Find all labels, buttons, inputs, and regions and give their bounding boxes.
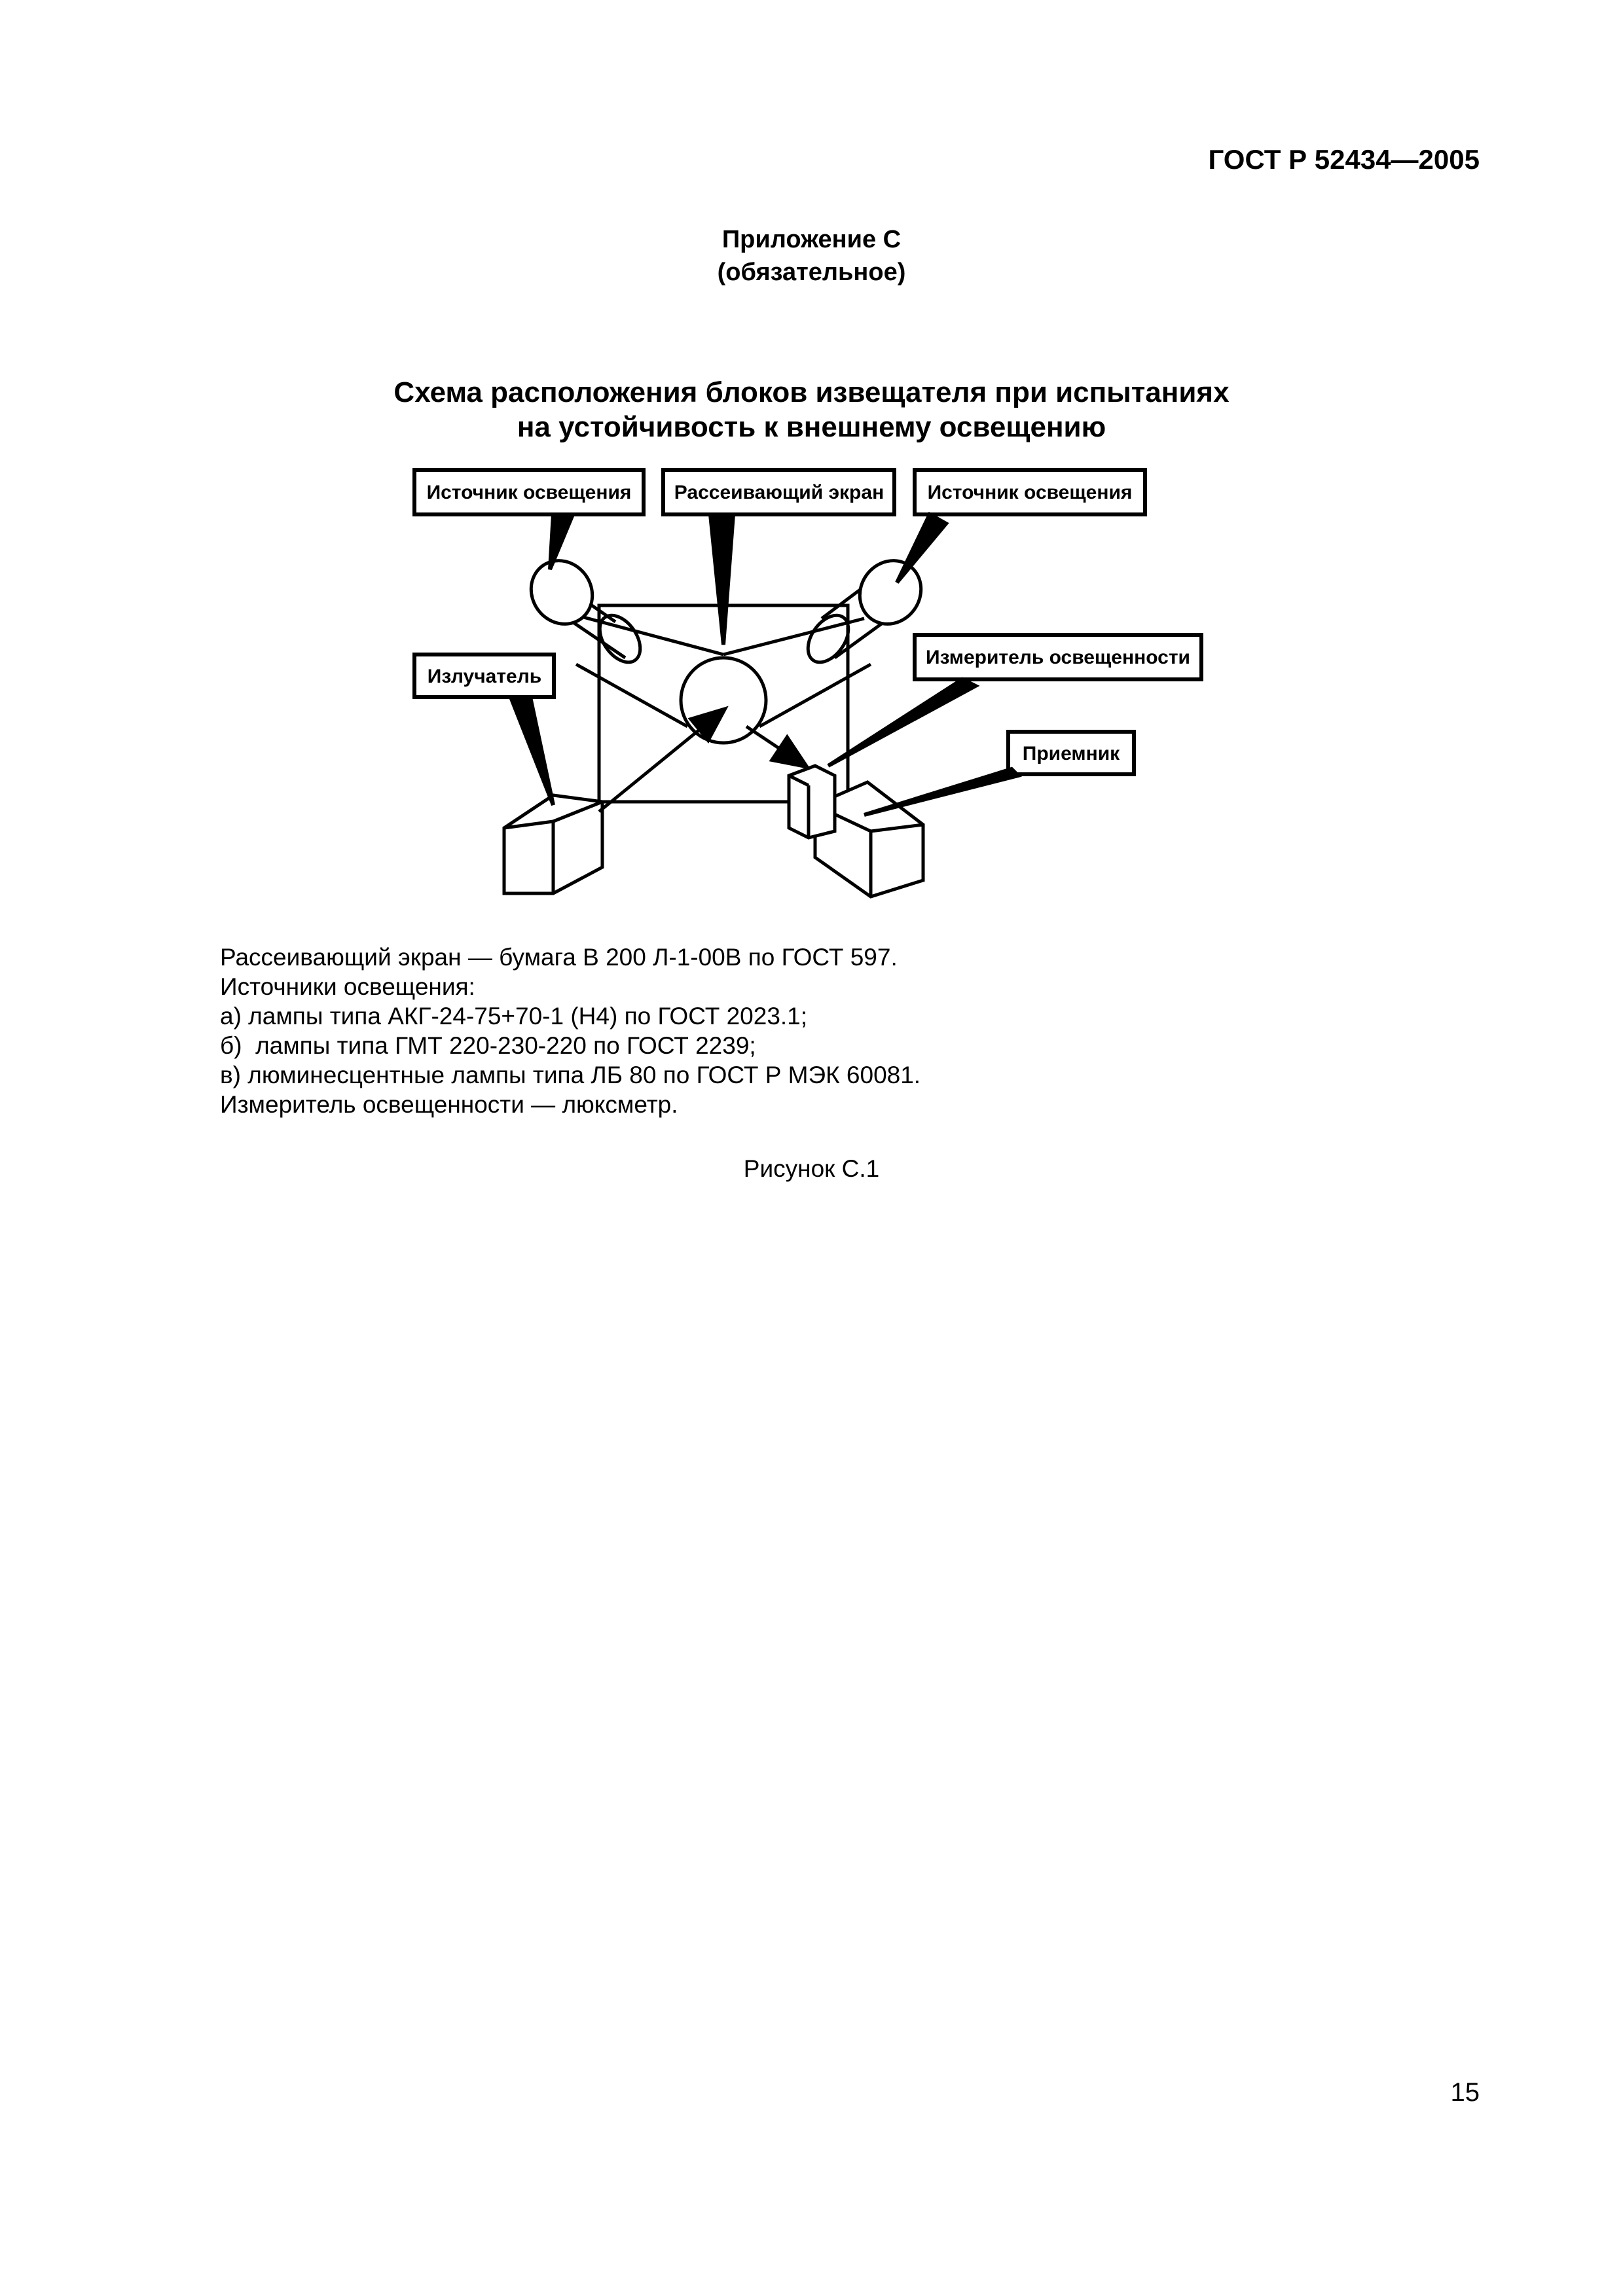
light-meter-box [789, 766, 835, 838]
label-screen: Рассеивающий экран [674, 482, 884, 503]
note-line: Рассеивающий экран — бумага В 200 Л-1-00В по ГОСТ 597. [220, 944, 898, 971]
note-line: а) лампы типа АКГ-24-75+70-1 (Н4) по ГОСТ 2023.1; [220, 1003, 808, 1030]
figure-title-line1: Схема расположения блоков извещателя при испытаниях [393, 376, 1230, 408]
note-line: Измеритель освещенности — люксметр. [220, 1091, 678, 1118]
label-light-source-left: Источник освещения [426, 482, 632, 503]
appendix-kind: (обязательное) [717, 259, 906, 286]
figure-title-line2: на устойчивость к внешнему освещению [517, 411, 1106, 443]
label-light-source-right: Источник освещения [927, 482, 1133, 503]
appendix-title: Приложение С [721, 226, 902, 253]
figure-notes [220, 942, 921, 1119]
emitter-box [504, 795, 602, 893]
note-line: б) лампы типа ГМТ 220-230-220 по ГОСТ 2239; [220, 1032, 756, 1059]
document-code: ГОСТ Р 52434—2005 [1208, 144, 1480, 175]
label-light-meter: Измеритель освещенности [926, 647, 1190, 668]
page-number: 15 [1450, 2078, 1480, 2107]
setup-diagram [0, 0, 1623, 916]
label-emitter: Излучатель [427, 666, 542, 687]
figure-caption: Рисунок С.1 [743, 1155, 880, 1182]
note-line: в) люминесцентные лампы типа ЛБ 80 по ГОСТ Р МЭК 60081. [220, 1062, 921, 1088]
label-receiver: Приемник [1022, 743, 1120, 764]
note-line: Источники освещения: [220, 973, 475, 1000]
